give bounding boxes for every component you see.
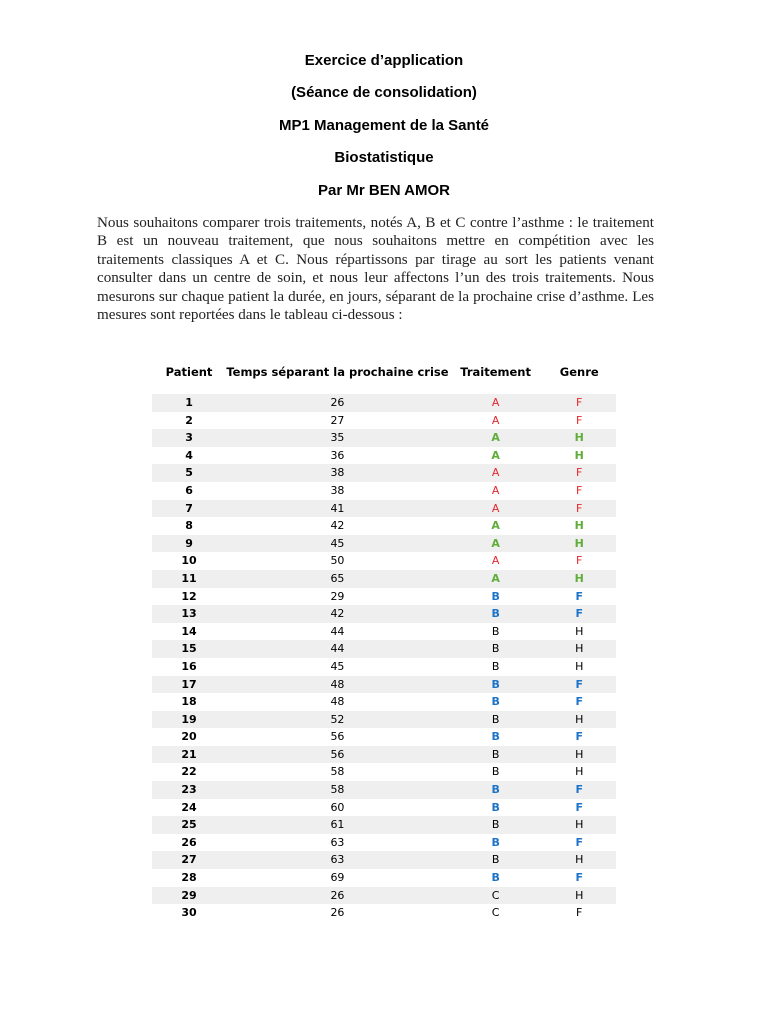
table-row [152,869,616,887]
table-row [152,728,616,746]
genre-cell: H [575,765,584,779]
patient-id-cell: 29 [152,887,226,905]
genre-cell: H [542,570,616,588]
traitement-cell: B [449,640,543,658]
traitement-cell: A [449,570,543,588]
traitement-cell: B [491,624,500,638]
session-subtitle: (Séance de consolidation) [291,84,477,102]
temps-cell: 48 [226,676,449,694]
genre-cell: H [542,887,616,905]
header-genre: Genre [559,365,599,379]
temps-cell: 56 [330,730,345,744]
traitement-cell: A [491,448,500,462]
temps-cell: 48 [330,695,345,709]
table-row [152,711,616,729]
traitement-cell: A [449,535,543,553]
genre-cell: H [542,711,616,729]
table-row [152,552,616,570]
table-row [152,482,616,500]
temps-cell: 38 [226,464,449,482]
patient-id-cell: 5 [152,464,226,482]
table-header-row [152,366,616,394]
patient-id-cell: 1 [152,394,226,412]
genre-cell: F [542,781,616,799]
traitement-cell: B [491,589,500,603]
patient-id-cell: 27 [152,851,226,869]
table-row [152,746,616,764]
temps-cell: 61 [226,816,449,834]
patient-id-cell: 13 [152,605,226,623]
patient-id-cell: 11 [152,570,226,588]
temps-cell: 56 [226,746,449,764]
exercise-title: Exercice d’application [304,52,464,69]
traitement-cell: B [449,851,543,869]
table-row [152,412,616,430]
traitement-cell: B [449,746,543,764]
patient-id-cell: 2 [185,413,193,427]
patient-id-cell: 24 [181,800,197,814]
patient-id-cell: 3 [152,429,226,447]
author-line: Par Mr BEN AMOR [318,181,450,199]
traitement-cell: B [491,871,500,885]
genre-cell: H [575,624,584,638]
traitement-cell: C [491,906,500,920]
genre-cell: F [542,676,616,694]
genre-cell: F [542,605,616,623]
traitement-cell: B [449,781,543,799]
table-row [152,570,616,588]
genre-cell: F [542,464,616,482]
table-row [152,799,616,817]
patient-id-cell: 4 [185,448,193,462]
temps-cell: 52 [226,711,449,729]
table-row [152,517,616,535]
traitement-cell: B [491,659,500,673]
patient-id-cell: 22 [181,765,197,779]
table-row [152,816,616,834]
table-row [152,464,616,482]
table-row [152,394,616,412]
table-row [152,781,616,799]
course-title: MP1 Management de la Santé [278,116,490,134]
temps-cell: 26 [330,906,345,920]
patient-id-cell: 19 [152,711,226,729]
table-row [152,429,616,447]
traitement-cell: B [449,605,543,623]
data-table [152,366,616,922]
traitement-cell: A [449,429,543,447]
traitement-cell: B [449,676,543,694]
genre-cell: F [542,500,616,518]
traitement-cell: B [491,695,500,709]
table-row [152,588,616,606]
genre-cell: F [575,835,583,849]
document-header [0,50,768,212]
genre-cell: F [575,589,583,603]
patient-id-cell: 21 [152,746,226,764]
patient-id-cell: 23 [152,781,226,799]
temps-cell: 44 [330,624,345,638]
traitement-cell: A [491,413,500,427]
temps-cell: 50 [330,554,345,568]
table-row [152,763,616,781]
header-temps: Temps séparant la prochaine crise [226,365,449,379]
temps-cell: 58 [330,765,345,779]
genre-cell: H [575,659,584,673]
table-row [152,851,616,869]
traitement-cell: A [449,500,543,518]
table-row [152,658,616,676]
genre-cell: H [542,429,616,447]
temps-cell: 41 [226,500,449,518]
genre-cell: H [542,816,616,834]
traitement-cell: A [491,483,500,497]
temps-cell: 45 [330,659,345,673]
temps-cell: 42 [330,519,345,533]
genre-cell: F [575,800,583,814]
temps-cell: 29 [330,589,345,603]
traitement-cell: B [491,800,500,814]
patient-id-cell: 6 [185,483,193,497]
table-row [152,640,616,658]
genre-cell: F [576,554,583,568]
table-row [152,904,616,922]
table-row [152,605,616,623]
patient-id-cell: 10 [181,554,197,568]
genre-cell: F [576,906,583,920]
genre-cell: F [542,394,616,412]
temps-cell: 36 [330,448,345,462]
temps-cell: 63 [226,851,449,869]
table-row [152,693,616,711]
traitement-cell: B [491,730,500,744]
table-row [152,623,616,641]
genre-cell: F [576,483,583,497]
genre-cell: H [542,535,616,553]
temps-cell: 26 [226,394,449,412]
genre-cell: H [574,448,584,462]
traitement-cell: A [491,554,500,568]
patient-id-cell: 7 [152,500,226,518]
table-row [152,535,616,553]
genre-cell: H [574,519,584,533]
patient-id-cell: 15 [152,640,226,658]
patient-id-cell: 8 [185,519,193,533]
table-row [152,447,616,465]
genre-cell: F [576,413,583,427]
traitement-cell: B [491,765,500,779]
temps-cell: 69 [330,871,345,885]
traitement-cell: A [449,394,543,412]
patient-id-cell: 17 [152,676,226,694]
traitement-cell: B [449,711,543,729]
patient-id-cell: 9 [152,535,226,553]
table-body [152,394,616,922]
header-patient: Patient [165,365,213,379]
patient-id-cell: 12 [181,589,197,603]
temps-cell: 58 [226,781,449,799]
traitement-cell: A [491,519,500,533]
genre-cell: H [542,640,616,658]
table-row [152,887,616,905]
temps-cell: 26 [226,887,449,905]
temps-cell: 35 [226,429,449,447]
patient-id-cell: 16 [181,659,197,673]
table-row [152,500,616,518]
genre-cell: F [575,871,583,885]
intro-paragraph: Nous souhaitons comparer trois traitements, notés A, B et C contre l’asthme : le traitement B est un nouveau traitement, que nous souhaitons mettre en compétition avec les traitements classiques A et C. Nous répartissons par tirage au sort les patients venant consulter dans un centre de soin, et nous leur affectons l’un des trois traitements. Nous mesurons sur chaque patient la durée, en jours, séparant de la prochaine crise d’asthme. Les mesures sont reportées dans le tableau ci-dessous : [97,215,654,324]
temps-cell: 38 [330,483,345,497]
traitement-cell: B [491,835,500,849]
traitement-cell: C [449,887,543,905]
temps-cell: 27 [330,413,345,427]
patient-id-cell: 20 [181,730,197,744]
genre-cell: F [575,730,583,744]
genre-cell: H [542,851,616,869]
temps-cell: 44 [226,640,449,658]
table-row [152,834,616,852]
temps-cell: 45 [226,535,449,553]
temps-cell: 65 [226,570,449,588]
header-traitement: Traitement [460,365,531,379]
patient-id-cell: 14 [181,624,197,638]
subject-title: Biostatistique [334,149,434,167]
table-row [152,676,616,694]
patient-id-cell: 25 [152,816,226,834]
traitement-cell: B [449,816,543,834]
temps-cell: 60 [330,800,345,814]
patient-id-cell: 26 [181,835,197,849]
temps-cell: 42 [226,605,449,623]
patient-id-cell: 30 [181,906,197,920]
patient-id-cell: 18 [181,695,197,709]
genre-cell: F [575,695,583,709]
patient-id-cell: 28 [181,871,197,885]
genre-cell: H [542,746,616,764]
temps-cell: 63 [330,835,345,849]
traitement-cell: A [449,464,543,482]
